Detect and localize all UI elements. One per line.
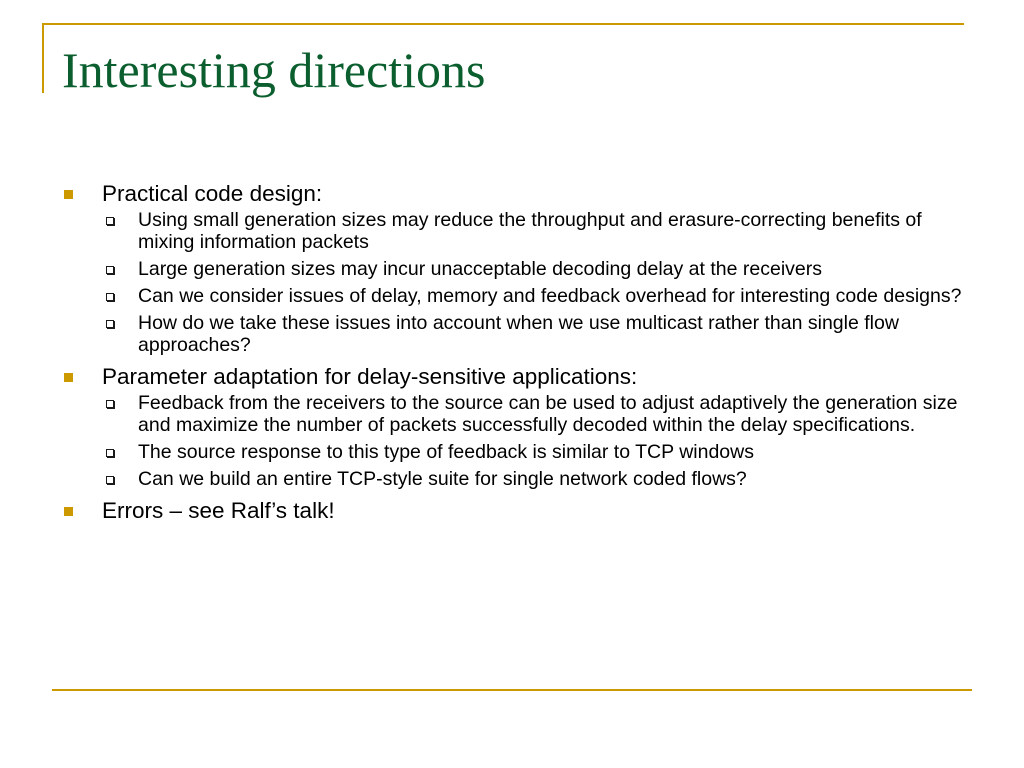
sub-bullet-text: Large generation sizes may incur unacceptable decoding delay at the receivers: [138, 258, 822, 280]
sub-bullet: [102, 209, 962, 253]
box-bullet-icon: [106, 293, 114, 301]
bullet-list: [62, 180, 962, 524]
square-bullet-icon: [64, 190, 73, 199]
bullet-text: Parameter adaptation for delay-sensitive applications:: [102, 364, 638, 389]
left-accent-line: [42, 23, 44, 93]
sub-bullet-text: Using small generation sizes may reduce the throughput and erasure-correcting benefits of mixing information packets: [138, 209, 922, 253]
sub-bullet-list: [102, 392, 962, 490]
sub-bullet: [102, 468, 962, 490]
sub-bullet-text: Feedback from the receivers to the source can be used to adjust adaptively the generation size and maximize the number of packets successfully decoded within the delay specifications.: [138, 392, 958, 436]
sub-bullet-list: [102, 209, 962, 356]
bottom-accent-line: [52, 689, 972, 691]
sub-bullet-text: Can we build an entire TCP-style suite for single network coded flows?: [138, 468, 747, 490]
square-bullet-icon: [64, 507, 73, 516]
bullet-parameter-adaptation: [62, 363, 962, 490]
sub-bullet-text: Can we consider issues of delay, memory and feedback overhead for interesting code designs?: [138, 285, 962, 307]
slide-title: Interesting directions: [62, 42, 486, 98]
bullet-text: Practical code design:: [102, 181, 323, 206]
box-bullet-icon: [106, 266, 114, 274]
box-bullet-icon: [106, 217, 114, 225]
slide-body: [62, 180, 962, 524]
top-accent-line: [42, 23, 964, 25]
box-bullet-icon: [106, 449, 114, 457]
sub-bullet: [102, 285, 962, 307]
box-bullet-icon: [106, 400, 114, 408]
bullet-text: Errors – see Ralf’s talk!: [102, 498, 335, 523]
bullet-errors: [62, 497, 962, 524]
sub-bullet-text: The source response to this type of feedback is similar to TCP windows: [138, 441, 754, 463]
sub-bullet: [102, 392, 962, 436]
bullet-practical-code-design: [62, 180, 962, 356]
box-bullet-icon: [106, 476, 114, 484]
sub-bullet: [102, 441, 962, 463]
sub-bullet-text: How do we take these issues into account when we use multicast rather than single flow approaches?: [138, 312, 899, 356]
box-bullet-icon: [106, 320, 114, 328]
sub-bullet: [102, 258, 962, 280]
sub-bullet: [102, 312, 962, 356]
square-bullet-icon: [64, 373, 73, 382]
